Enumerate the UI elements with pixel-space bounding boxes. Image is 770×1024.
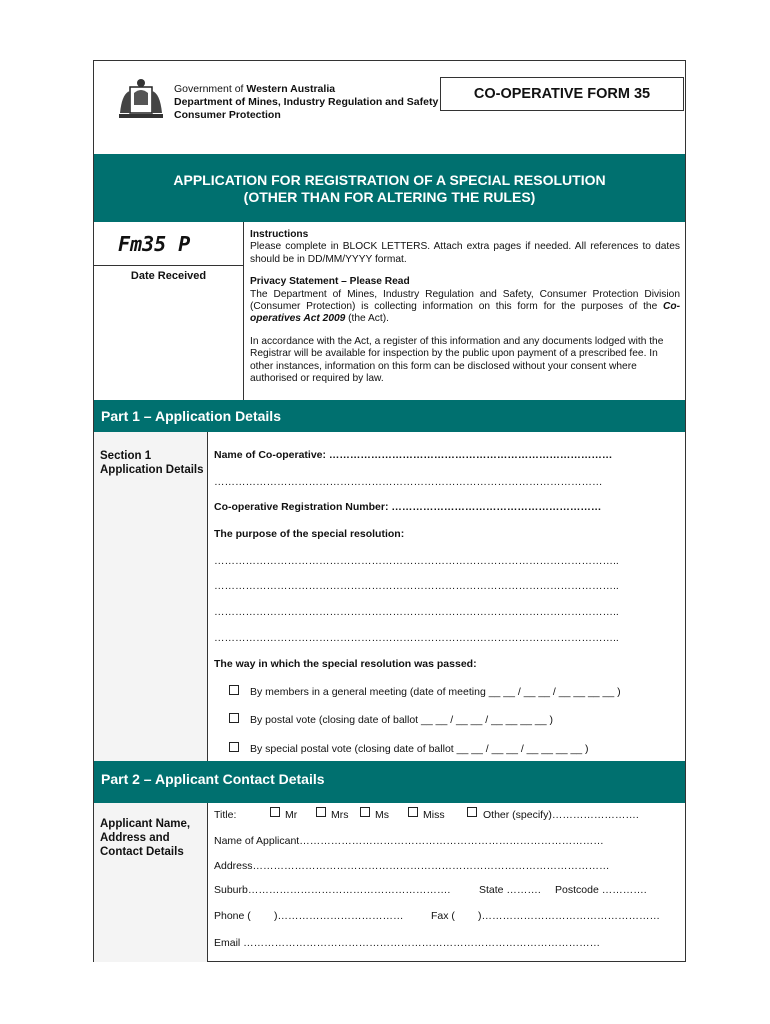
date-received-label: Date Received (130, 270, 207, 282)
part2-heading: Part 2 – Applicant Contact Details (94, 761, 685, 803)
cooperative-name-line-2[interactable]: ………………………………………………………………………………………………… (214, 476, 603, 488)
general-meeting-option: By members in a general meeting (date of meeting __ __ / __ __ / __ __ __ __ ) (250, 686, 621, 698)
form-page (93, 60, 686, 962)
title-miss-checkbox[interactable] (408, 807, 418, 817)
instructions-heading: Instructions (250, 229, 309, 240)
suburb-field[interactable]: Suburb…………………………………………………. (214, 884, 451, 896)
postal-vote-checkbox[interactable] (229, 713, 239, 723)
government-name: Government of Western Australia (174, 83, 336, 95)
fax-field[interactable]: )…………………………………………… (478, 910, 660, 922)
purpose-line-3[interactable]: …………………………………………………………………………………………………….. (214, 606, 619, 618)
title-line-2: (OTHER THAN FOR ALTERING THE RULES) (243, 189, 536, 205)
special-postal-vote-checkbox[interactable] (229, 742, 239, 752)
part1-heading: Part 1 – Application Details (94, 400, 685, 432)
purpose-line-1[interactable]: …………………………………………………………………………………………………….. (214, 555, 619, 567)
purpose-line-4[interactable]: …………………………………………………………………………………………………….. (214, 632, 619, 644)
title-mr-checkbox[interactable] (270, 807, 280, 817)
form-number: CO-OPERATIVE FORM 35 (440, 77, 684, 111)
office-use-box (94, 222, 244, 400)
state-field[interactable]: State ………. (479, 884, 541, 896)
register-text: In accordance with the Act, a register of this information and any documents lodged with the Registrar will be available for inspection by the public upon payment of a prescribed fee. In other instances, information on this form can be disclosed without your consent where authorised or required by law. (250, 335, 664, 385)
applicant-section-label: Applicant Name, Address and Contact Details (94, 803, 208, 962)
general-meeting-checkbox[interactable] (229, 685, 239, 695)
title-ms-label: Ms (375, 809, 389, 821)
postal-vote-option: By postal vote (closing date of ballot __ __ / __ __ / __ __ __ __ ) (250, 714, 553, 726)
privacy-heading: Privacy Statement – Please Read (250, 276, 410, 288)
form-title (94, 154, 685, 222)
title-miss-label: Miss (423, 809, 445, 821)
postcode-field[interactable]: Postcode …………. (555, 884, 647, 896)
instructions-text: Please complete in BLOCK LETTERS. Attach extra pages if needed. All references to dates should be in DD/MM/YYYY format. (250, 241, 680, 265)
title-mrs-label: Mrs (331, 809, 349, 821)
form-header (94, 61, 685, 154)
phone-field-prefix[interactable]: Phone ( (214, 910, 251, 922)
privacy-text: The Department of Mines, Industry Regulation and Safety, Consumer Protection Division (Consumer Protection) is collecting information on this form for the purposes of the Co-operatives Act 2009 (the Act). (250, 288, 680, 325)
title-label: Title: (214, 809, 237, 821)
government-block (174, 83, 438, 122)
title-line-1: APPLICATION FOR REGISTRATION OF A SPECIAL RESOLUTION (173, 172, 606, 188)
title-other-field[interactable]: Other (specify)……………………. (483, 809, 639, 821)
title-mrs-checkbox[interactable] (316, 807, 326, 817)
email-field[interactable]: Email ………………………………………………………………………………………… (214, 937, 601, 949)
fax-field-prefix[interactable]: Fax ( (431, 910, 455, 922)
purpose-line-2[interactable]: …………………………………………………………………………………………………….. (214, 580, 619, 592)
title-mr-label: Mr (285, 809, 298, 821)
department-name: Department of Mines, Industry Regulation and Safety (174, 96, 439, 108)
cooperative-name-field[interactable]: Name of Co-operative: ……………………………………………………………………… (214, 449, 613, 461)
way-passed-label: The way in which the special resolution was passed: (214, 658, 477, 670)
division-name: Consumer Protection (174, 109, 281, 121)
phone-field[interactable]: )……………………………… (274, 910, 404, 922)
purpose-label: The purpose of the special resolution: (214, 528, 405, 540)
special-postal-vote-option: By special postal vote (closing date of ballot __ __ / __ __ / __ __ __ __ ) (250, 743, 589, 755)
address-field[interactable]: Address………………………………………………………………………………………… (214, 860, 610, 872)
title-ms-checkbox[interactable] (360, 807, 370, 817)
coat-of-arms-icon (116, 77, 166, 123)
title-other-checkbox[interactable] (467, 807, 477, 817)
instructions-block (250, 229, 680, 385)
section1-label: Section 1 Application Details (94, 432, 208, 761)
registration-number-field[interactable]: Co-operative Registration Number: …………………………………………………… (214, 501, 602, 513)
form-code: Fm35 P (94, 222, 243, 266)
applicant-name-field[interactable]: Name of Applicant…………………………………………………………………………… (214, 835, 604, 847)
